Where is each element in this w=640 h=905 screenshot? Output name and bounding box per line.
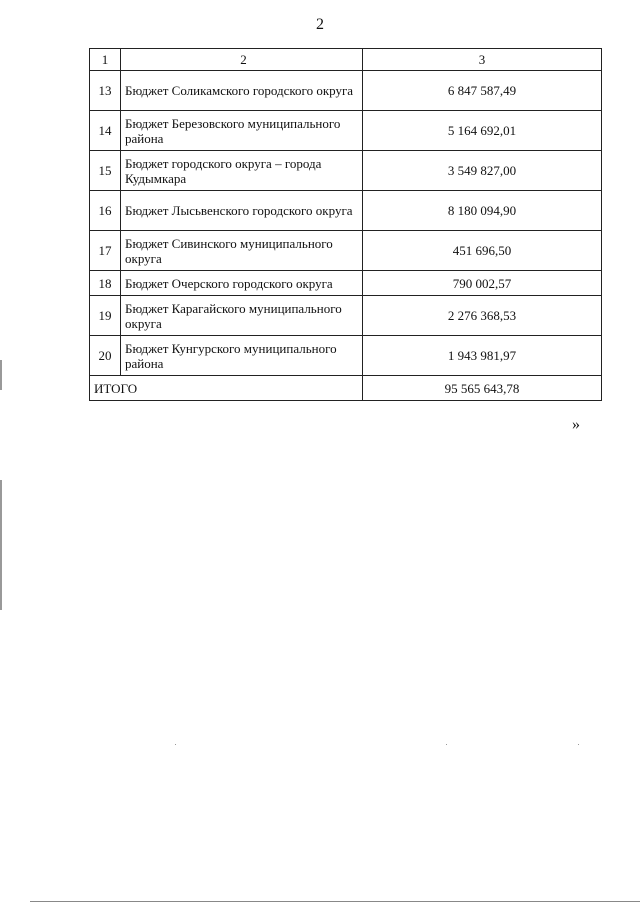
row-number: 16 (90, 191, 121, 231)
budget-amount: 2 276 368,53 (363, 296, 602, 336)
row-number: 17 (90, 231, 121, 271)
budget-amount: 5 164 692,01 (363, 111, 602, 151)
table-row (90, 71, 602, 111)
row-number: 18 (90, 271, 121, 296)
budget-name: Бюджет Карагайского муниципального округа (121, 296, 363, 336)
page-number: 2 (316, 16, 324, 33)
table-row (90, 231, 602, 271)
column-header-2: 2 (121, 49, 363, 71)
scan-speck (578, 744, 579, 745)
table-row (90, 151, 602, 191)
budget-name: Бюджет Лысьвенского городского округа (121, 191, 363, 231)
budget-name: Бюджет Соликамского городского округа (121, 71, 363, 111)
budget-name: Бюджет Очерского городского округа (121, 271, 363, 296)
column-header-1: 1 (90, 49, 121, 71)
row-number: 15 (90, 151, 121, 191)
budget-amount: 6 847 587,49 (363, 71, 602, 111)
table-row (90, 336, 602, 376)
budget-name: Бюджет Кунгурского муниципального района (121, 336, 363, 376)
budget-name: Бюджет Березовского муниципального района (121, 111, 363, 151)
scan-speck (175, 744, 176, 745)
table-row (90, 191, 602, 231)
row-number: 19 (90, 296, 121, 336)
table-header-row (90, 49, 602, 71)
budget-amount: 790 002,57 (363, 271, 602, 296)
closing-quote: » (572, 416, 580, 433)
row-number: 13 (90, 71, 121, 111)
table-row (90, 111, 602, 151)
total-amount: 95 565 643,78 (363, 376, 602, 401)
table-row (90, 296, 602, 336)
total-label: ИТОГО (90, 376, 363, 401)
budget-table (89, 48, 602, 401)
row-number: 14 (90, 111, 121, 151)
budget-name: Бюджет городского округа – города Кудымкара (121, 151, 363, 191)
total-row (90, 376, 602, 401)
budget-amount: 3 549 827,00 (363, 151, 602, 191)
scan-bottom-edge (30, 901, 640, 902)
table-row (90, 271, 602, 296)
budget-amount: 8 180 094,90 (363, 191, 602, 231)
budget-amount: 451 696,50 (363, 231, 602, 271)
row-number: 20 (90, 336, 121, 376)
scan-edge-mark (0, 360, 2, 390)
column-header-3: 3 (363, 49, 602, 71)
budget-name: Бюджет Сивинского муниципального округа (121, 231, 363, 271)
scan-speck (446, 744, 447, 745)
budget-amount: 1 943 981,97 (363, 336, 602, 376)
scan-edge-mark (0, 480, 2, 610)
